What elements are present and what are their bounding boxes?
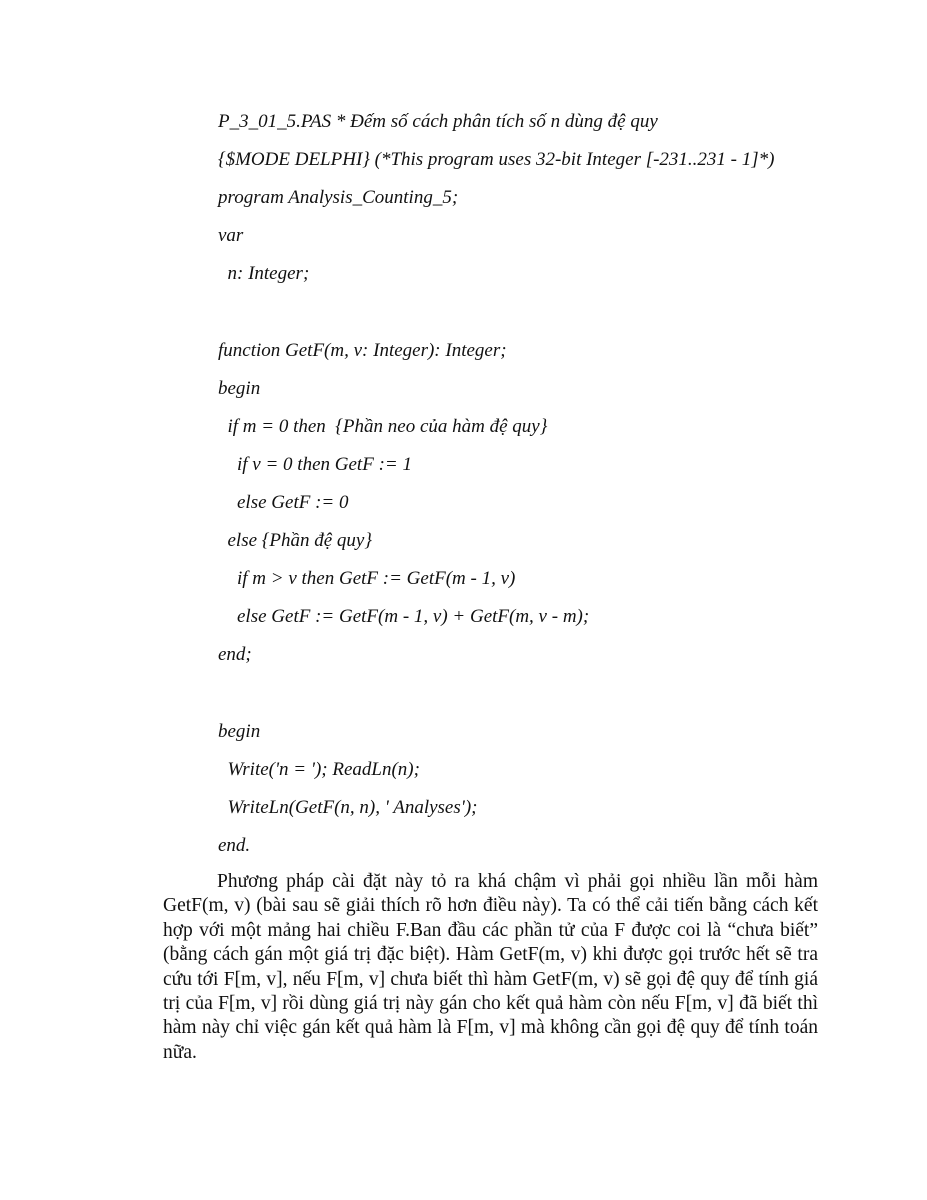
code-line-mode: {$MODE DELPHI} (*This program uses 32-bit Integer [-231..231 - 1]*): [218, 149, 775, 171]
body-paragraph: Phương pháp cài đặt này tỏ ra khá chậm vì phải gọi nhiều lần mỗi hàm GetF(m, v) (bài sau sẽ giải thích rõ hơn điều này). Ta có thể cải tiến bằng cách kết hợp với một mảng hai chiều F.Ban đầu các phần tử của F được coi là “chưa biết” (bằng cách gán một giá trị đặc biệt). Hàm GetF(m, v) khi được gọi trước hết sẽ tra cứu tới F[m, v], nếu F[m, v] chưa biết thì hàm GetF(m, v) sẽ gọi đệ quy để tính giá trị của F[m, v] rồi dùng giá trị này gán cho kết quả hàm còn nếu F[m, v] đã biết thì hàm này chỉ việc gán kết quả hàm là F[m, v] mà không cần gọi đệ quy để tính toán nữa.: [163, 871, 818, 1063]
code-line-if-m-zero: if m = 0 then {Phần neo của hàm đệ quy}: [218, 415, 548, 437]
code-line-blank-2: [218, 679, 858, 717]
code-line-if-v-zero: if v = 0 then GetF := 1: [218, 453, 412, 475]
code-line-main-begin: begin: [218, 720, 261, 742]
code-line-function-header: function GetF(m, v: Integer): Integer;: [218, 339, 507, 361]
code-line-write-readln: Write('n = '); ReadLn(n);: [218, 758, 420, 780]
code-line-begin: begin: [218, 377, 261, 399]
pascal-code-listing: [218, 108, 858, 870]
code-line-end-function: end;: [218, 644, 252, 666]
code-line-else-recursive: else {Phần đệ quy}: [218, 530, 372, 552]
code-line-var: var: [218, 225, 244, 247]
code-line-title: P_3_01_5.PAS * Đếm số cách phân tích số n dùng đệ quy: [218, 111, 658, 132]
code-line-else-zero: else GetF := 0: [218, 491, 349, 513]
code-line-blank: [218, 298, 858, 336]
code-line-end-program: end.: [218, 834, 251, 856]
code-line-program: program Analysis_Counting_5;: [218, 187, 459, 209]
code-line-writeln: WriteLn(GetF(n, n), ' Analyses');: [218, 796, 478, 818]
code-line-else-sum: else GetF := GetF(m - 1, v) + GetF(m, v - m);: [218, 606, 590, 628]
code-line-n-decl: n: Integer;: [218, 263, 310, 285]
code-line-if-m-gt-v: if m > v then GetF := GetF(m - 1, v): [218, 568, 516, 590]
